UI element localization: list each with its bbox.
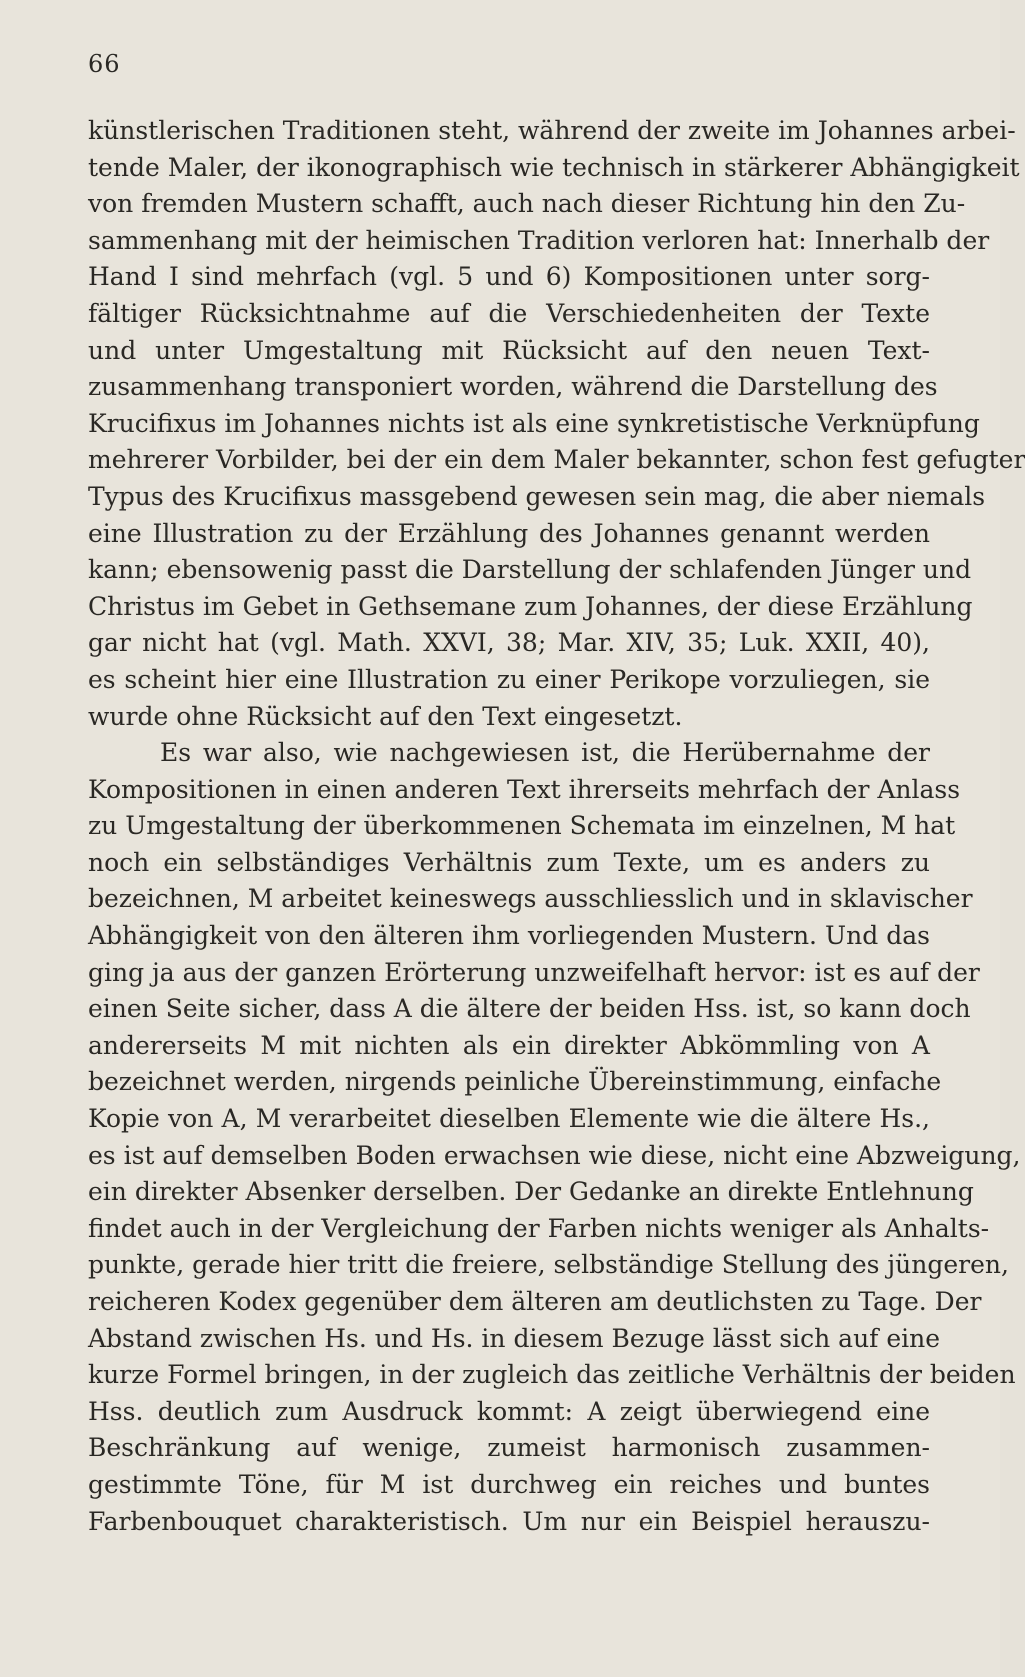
text-line: bezeichnet werden, nirgends peinliche Übereinstimmung, einfache bbox=[88, 1067, 942, 1097]
text-line: Kompositionen in einen anderen Text ihrerseits mehrfach der Anlass bbox=[88, 774, 961, 804]
text-line: zusammenhang transponiert worden, während die Darstellung des bbox=[88, 372, 938, 402]
text-line: Krucifixus im Johannes nichts ist als eine synkretistische Verknüpfung bbox=[88, 408, 980, 438]
text-line: es ist auf demselben Boden erwachsen wie diese, nicht eine Abzweigung, bbox=[88, 1140, 1021, 1170]
text-line: sammenhang mit der heimischen Tradition verloren hat: Innerhalb der bbox=[88, 225, 990, 255]
text-line: kurze Formel bringen, in der zugleich das zeitliche Verhältnis der beiden bbox=[88, 1360, 1016, 1390]
text-line: gestimmte Töne, für M ist durchweg ein reiches und buntes bbox=[88, 1469, 930, 1499]
text-line: Beschränkung auf wenige, zumeist harmonisch zusammen- bbox=[88, 1433, 930, 1463]
text-line: eine Illustration zu der Erzählung des Johannes genannt werden bbox=[88, 518, 930, 548]
page-number: 66 bbox=[88, 50, 121, 78]
text-line: es scheint hier eine Illustration zu einer Perikope vorzuliegen, sie bbox=[88, 664, 930, 694]
text-line: tende Maler, der ikonographisch wie technisch in stärkerer Abhängigkeit bbox=[88, 152, 1020, 182]
text-line: gar nicht hat (vgl. Math. XXVI, 38; Mar. XIV, 35; Luk. XXII, 40), bbox=[88, 628, 930, 658]
text-line: und unter Umgestaltung mit Rücksicht auf den neuen Text- bbox=[88, 335, 930, 365]
text-line: mehrerer Vorbilder, bei der ein dem Maler bekannter, schon fest gefugter bbox=[88, 445, 1025, 475]
text-line: kann; ebensowenig passt die Darstellung der schlafenden Jünger und bbox=[88, 555, 972, 585]
text-line: findet auch in der Vergleichung der Farben nichts weniger als Anhalts- bbox=[88, 1213, 990, 1243]
text-line: punkte, gerade hier tritt die freiere, selbständige Stellung des jüngeren, bbox=[88, 1250, 1009, 1280]
text-line: Abhängigkeit von den älteren ihm vorliegenden Mustern. Und das bbox=[88, 921, 930, 951]
text-line: wurde ohne Rücksicht auf den Text eingesetzt. bbox=[88, 701, 683, 731]
text-line: fältiger Rücksichtnahme auf die Verschiedenheiten der Texte bbox=[88, 298, 930, 328]
text-line: reicheren Kodex gegenüber dem älteren am deutlichsten zu Tage. Der bbox=[88, 1287, 982, 1316]
text-line: noch ein selbständiges Verhältnis zum Texte, um es anders zu bbox=[88, 847, 930, 877]
text-line: bezeichnen, M arbeitet keineswegs ausschliesslich und in sklavischer bbox=[88, 884, 973, 914]
text-line: zu Umgestaltung der überkommenen Schemata im einzelnen, M hat bbox=[88, 811, 956, 841]
text-line: ein direkter Absenker derselben. Der Gedanke an direkte Entlehnung bbox=[88, 1177, 974, 1207]
text-line: Farbenbouquet charakteristisch. Um nur ein Beispiel herauszu- bbox=[88, 1506, 930, 1536]
text-line: Typus des Krucifixus massgebend gewesen sein mag, die aber niemals bbox=[88, 481, 986, 511]
text-line: Hss. deutlich zum Ausdruck kommt: A zeigt überwiegend eine bbox=[88, 1396, 930, 1426]
text-line: Hand I sind mehrfach (vgl. 5 und 6) Kompositionen unter sorg- bbox=[88, 262, 930, 292]
text-line: ging ja aus der ganzen Erörterung unzweifelhaft hervor: ist es auf der bbox=[88, 957, 980, 987]
text-line: Es war also, wie nachgewiesen ist, die Herübernahme der bbox=[160, 738, 930, 768]
text-line: künstlerischen Traditionen steht, während der zweite im Johannes arbei- bbox=[88, 116, 1016, 145]
text-line: Abstand zwischen Hs. und Hs. in diesem Bezuge lässt sich auf eine bbox=[88, 1323, 941, 1353]
text-line: Kopie von A, M verarbeitet dieselben Elemente wie die ältere Hs., bbox=[88, 1104, 930, 1134]
text-line: Christus im Gebet in Gethsemane zum Johannes, der diese Erzählung bbox=[88, 591, 973, 621]
text-line: einen Seite sicher, dass A die ältere der beiden Hss. ist, so kann doch bbox=[88, 994, 971, 1024]
text-line: andererseits M mit nichten als ein direkter Abkömmling von A bbox=[88, 1030, 930, 1060]
body-text bbox=[88, 113, 1025, 1540]
text-line: von fremden Mustern schafft, auch nach dieser Richtung hin den Zu- bbox=[88, 189, 966, 219]
